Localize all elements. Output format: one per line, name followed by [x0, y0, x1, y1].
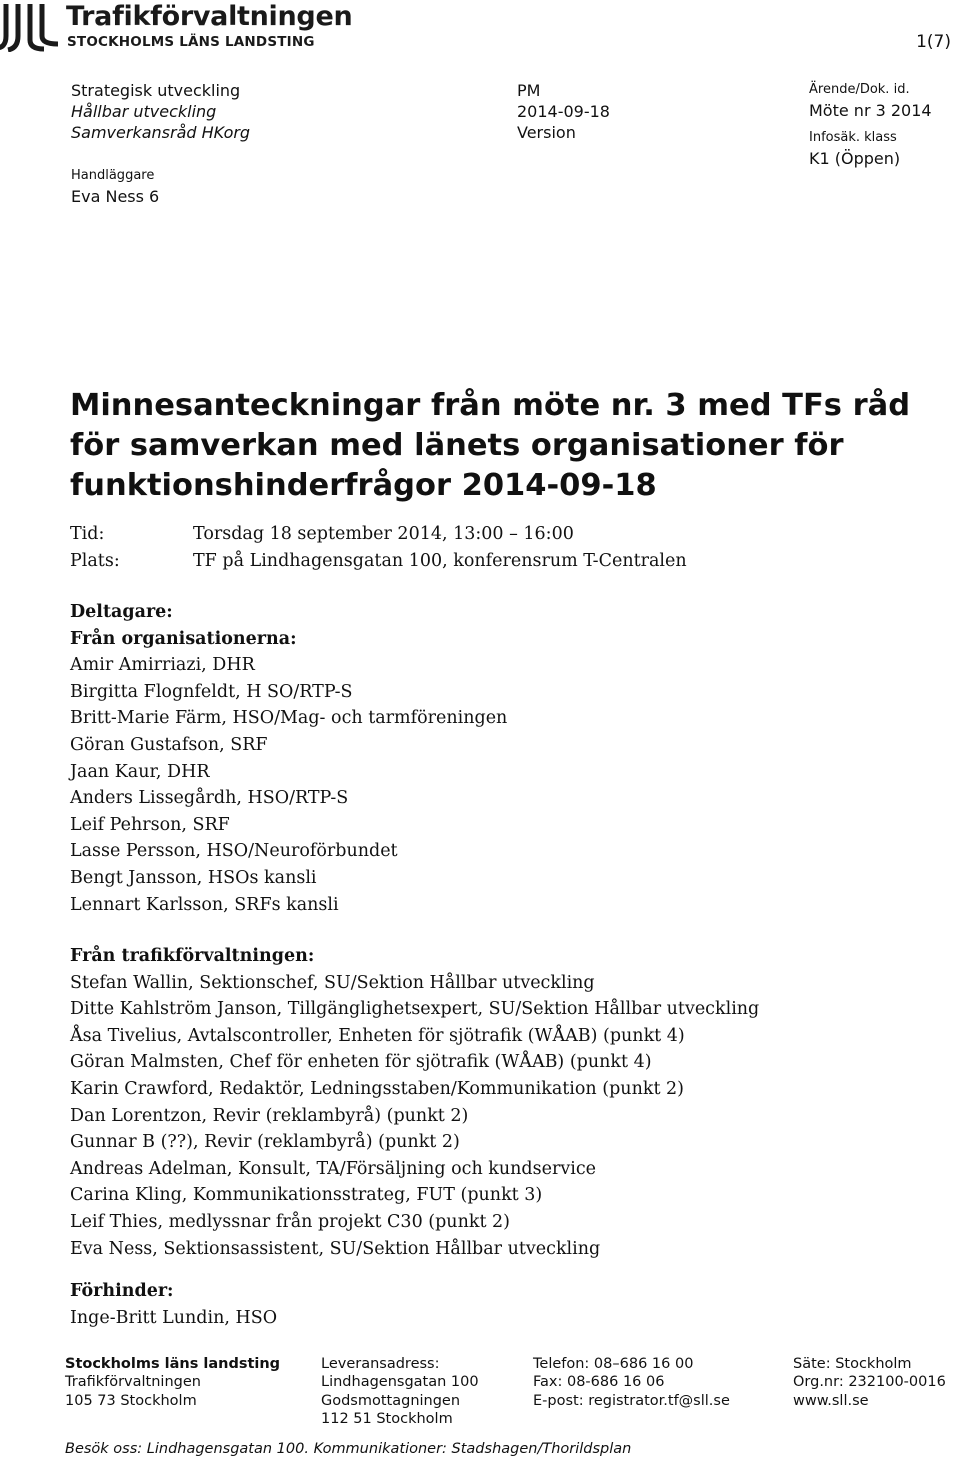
- tf-list: [70, 970, 759, 1263]
- handler-value: Eva Ness 6: [71, 187, 160, 206]
- participants-section: [70, 599, 507, 918]
- list-item: Göran Gustafson, SRF: [70, 734, 268, 755]
- footer-phone: Telefon: 08–686 16 00: [533, 1356, 694, 1372]
- list-item: Anders Lissegårdh, HSO/RTP-S: [70, 788, 349, 809]
- tf-section: [70, 943, 759, 1262]
- page-number: 1(7): [916, 32, 951, 52]
- document-title: Minnesanteckningar från möte nr. 3 med TFs råd för samverkan med länets organisationer för funktionshinderfrågor 2014-09-18: [70, 388, 911, 503]
- logo-subtitle: STOCKHOLMS LÄNS LANDSTING: [67, 34, 315, 50]
- department-line: Strategisk utveckling: [71, 81, 241, 100]
- time-label: Tid:: [70, 524, 105, 544]
- doc-type: PM: [517, 81, 541, 100]
- list-item: Leif Pehrson, SRF: [70, 814, 230, 835]
- footer-organization: [65, 1355, 280, 1410]
- footer-email[interactable]: E-post: registrator.tf@sll.se: [533, 1392, 730, 1409]
- list-item: Birgitta Flognfeldt, H SO/RTP-S: [70, 681, 353, 702]
- meta-middle: [517, 80, 610, 143]
- footer-orgnr: Org.nr: 232100-0016: [793, 1374, 946, 1391]
- logo-mark-icon: [0, 2, 60, 52]
- list-item: Göran Malmsten, Chef för enheten för sjötrafik (WÅAB) (punkt 4): [70, 1052, 652, 1073]
- list-item: Bengt Jansson, HSOs kansli: [70, 867, 317, 888]
- list-item: Åsa Tivelius, Avtalscontroller, Enheten för sjötrafik (WÅAB) (punkt 4): [70, 1025, 685, 1046]
- absent-section: [70, 1278, 277, 1331]
- list-item: Leif Thies, medlyssnar från projekt C30 (punkt 2): [70, 1211, 510, 1232]
- org-list: [70, 652, 507, 918]
- classification-value: K1 (Öppen): [809, 149, 901, 168]
- footer-delivery-dept: Godsmottagningen: [321, 1392, 461, 1409]
- list-item: Karin Crawford, Redaktör, Ledningsstaben/Kommunikation (punkt 2): [70, 1078, 684, 1099]
- footer-contact: [533, 1355, 730, 1410]
- footer-org-unit: Trafikförvaltningen: [65, 1374, 201, 1391]
- handler-label: Handläggare: [71, 168, 155, 183]
- list-item: Jaan Kaur, DHR: [70, 761, 210, 782]
- footer-delivery-label: Leveransadress:: [321, 1356, 440, 1372]
- absent-heading: Förhinder:: [70, 1281, 174, 1301]
- doc-date: 2014-09-18: [517, 102, 610, 121]
- footer-org-name: Stockholms läns landsting: [65, 1356, 281, 1372]
- footer-delivery-postal: 112 51 Stockholm: [321, 1410, 453, 1427]
- list-item: Amir Amirriazi, DHR: [70, 655, 255, 676]
- council-line: Samverkansråd HKorg: [71, 123, 251, 142]
- footer-fax: Fax: 08-686 16 06: [533, 1374, 665, 1391]
- footer-seat: Säte: Stockholm: [793, 1356, 912, 1372]
- footer-org-postal: 105 73 Stockholm: [65, 1392, 197, 1409]
- list-item: Stefan Wallin, Sektionschef, SU/Sektion Hållbar utveckling: [70, 972, 595, 993]
- unit-line: Hållbar utveckling: [71, 102, 217, 121]
- list-item: Gunnar B (??), Revir (reklambyrå) (punkt 2): [70, 1132, 460, 1153]
- tf-heading: Från trafikförvaltningen:: [70, 946, 315, 966]
- list-item: Lennart Karlsson, SRFs kansli: [70, 894, 339, 915]
- classification-label: Infosäk. klass: [809, 130, 897, 145]
- place-label: Plats:: [70, 551, 120, 571]
- list-item: Inge-Britt Lundin, HSO: [70, 1307, 278, 1328]
- meta-left: [71, 80, 250, 207]
- list-item: Andreas Adelman, Konsult, TA/Försäljning och kundservice: [70, 1158, 596, 1179]
- footer-delivery-street: Lindhagensgatan 100: [321, 1374, 479, 1391]
- footer-visit-info: Besök oss: Lindhagensgatan 100. Kommunikationer: Stadshagen/Thorildsplan: [65, 1441, 632, 1457]
- list-item: Britt-Marie Färm, HSO/Mag- och tarmföreningen: [70, 708, 508, 729]
- footer-registration: [793, 1355, 946, 1410]
- reference-value: Möte nr 3 2014: [809, 101, 932, 120]
- list-item: Lasse Persson, HSO/Neuroförbundet: [70, 841, 398, 862]
- footer-website-link[interactable]: www.sll.se: [793, 1392, 869, 1409]
- list-item: Ditte Kahlström Janson, Tillgänglighetsexpert, SU/Sektion Hållbar utveckling: [70, 999, 760, 1020]
- place-value: TF på Lindhagensgatan 100, konferensrum T-Centralen: [193, 551, 687, 571]
- list-item: Carina Kling, Kommunikationsstrateg, FUT (punkt 3): [70, 1185, 543, 1206]
- participants-heading: Deltagare:: [70, 602, 173, 622]
- list-item: Eva Ness, Sektionsassistent, SU/Sektion Hållbar utveckling: [70, 1238, 601, 1259]
- list-item: Dan Lorentzon, Revir (reklambyrå) (punkt 2): [70, 1105, 469, 1126]
- footer-delivery: [321, 1355, 479, 1428]
- logo-title: Trafikförvaltningen: [66, 1, 353, 32]
- reference-label: Ärende/Dok. id.: [809, 82, 910, 97]
- doc-version: Version: [517, 123, 576, 142]
- org-heading: Från organisationerna:: [70, 628, 297, 649]
- time-value: Torsdag 18 september 2014, 13:00 – 16:00: [193, 524, 574, 544]
- organization-logo: [0, 0, 353, 56]
- meta-right: [809, 80, 932, 169]
